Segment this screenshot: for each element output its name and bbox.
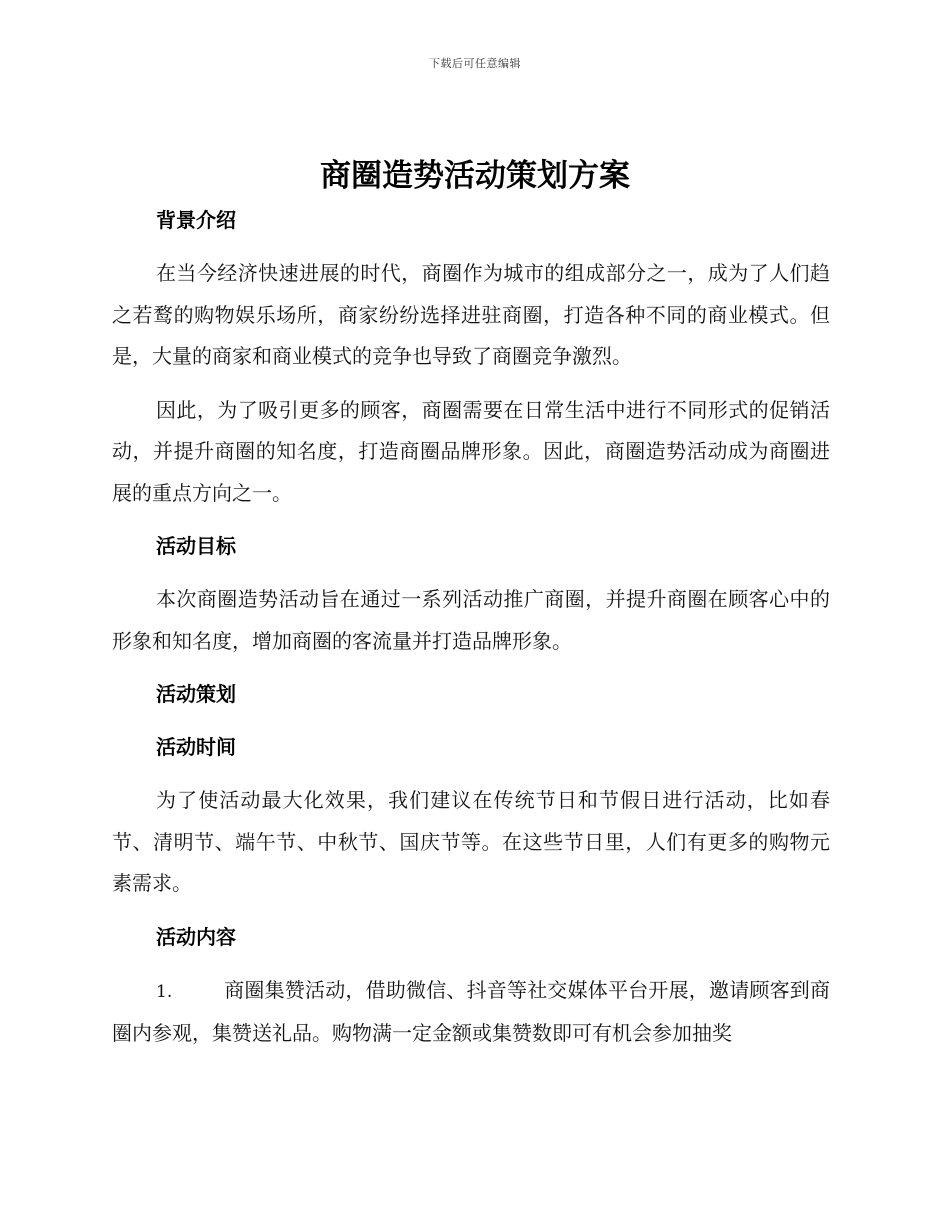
list-item xyxy=(112,970,830,1055)
time-paragraph: 为了使活动最大化效果，我们建议在传统节日和节假日进行活动，比如春节、清明节、端午节、中秋节、国庆节等。在这些节日里，人们有更多的购物元素需求。 xyxy=(112,788,830,895)
heading-plan: 活动策划 xyxy=(156,682,236,706)
document-body xyxy=(112,200,830,1055)
background-paragraph-1: 在当今经济快速进展的时代，商圈作为城市的组成部分之一，成为了人们趋之若鹜的购物娱乐场所，商家纷纷选择进驻商圈，打造各种不同的商业模式。但是，大量的商家和商业模式的竞争也导致了商圈竞争激烈。 xyxy=(112,261,830,368)
list-item-number: 1. xyxy=(156,981,173,1002)
heading-background: 背景介绍 xyxy=(156,208,236,232)
heading-content: 活动内容 xyxy=(156,924,236,949)
heading-time: 活动时间 xyxy=(156,735,236,759)
background-paragraph-2: 因此，为了吸引更多的顾客，商圈需要在日常生活中进行不同形式的促销活动，并提升商圈的知名度，打造商圈品牌形象。因此，商圈造势活动成为商圈进展的重点方向之一。 xyxy=(112,397,830,505)
document-title: 商圈造势活动策划方案 xyxy=(320,158,630,194)
header-note: 下载后可任意编辑 xyxy=(429,57,521,70)
list-item-text: 商圈集赞活动，借助微信、抖音等社交媒体平台开展，邀请顾客到商圈内参观，集赞送礼品。购物满一定金额或集赞数即可有机会参加抽奖 xyxy=(112,977,830,1045)
heading-goal: 活动目标 xyxy=(156,534,236,558)
goal-paragraph: 本次商圈造势活动旨在通过一系列活动推广商圈，并提升商圈在顾客心中的形象和知名度，增加商圈的客流量并打造品牌形象。 xyxy=(112,587,830,653)
